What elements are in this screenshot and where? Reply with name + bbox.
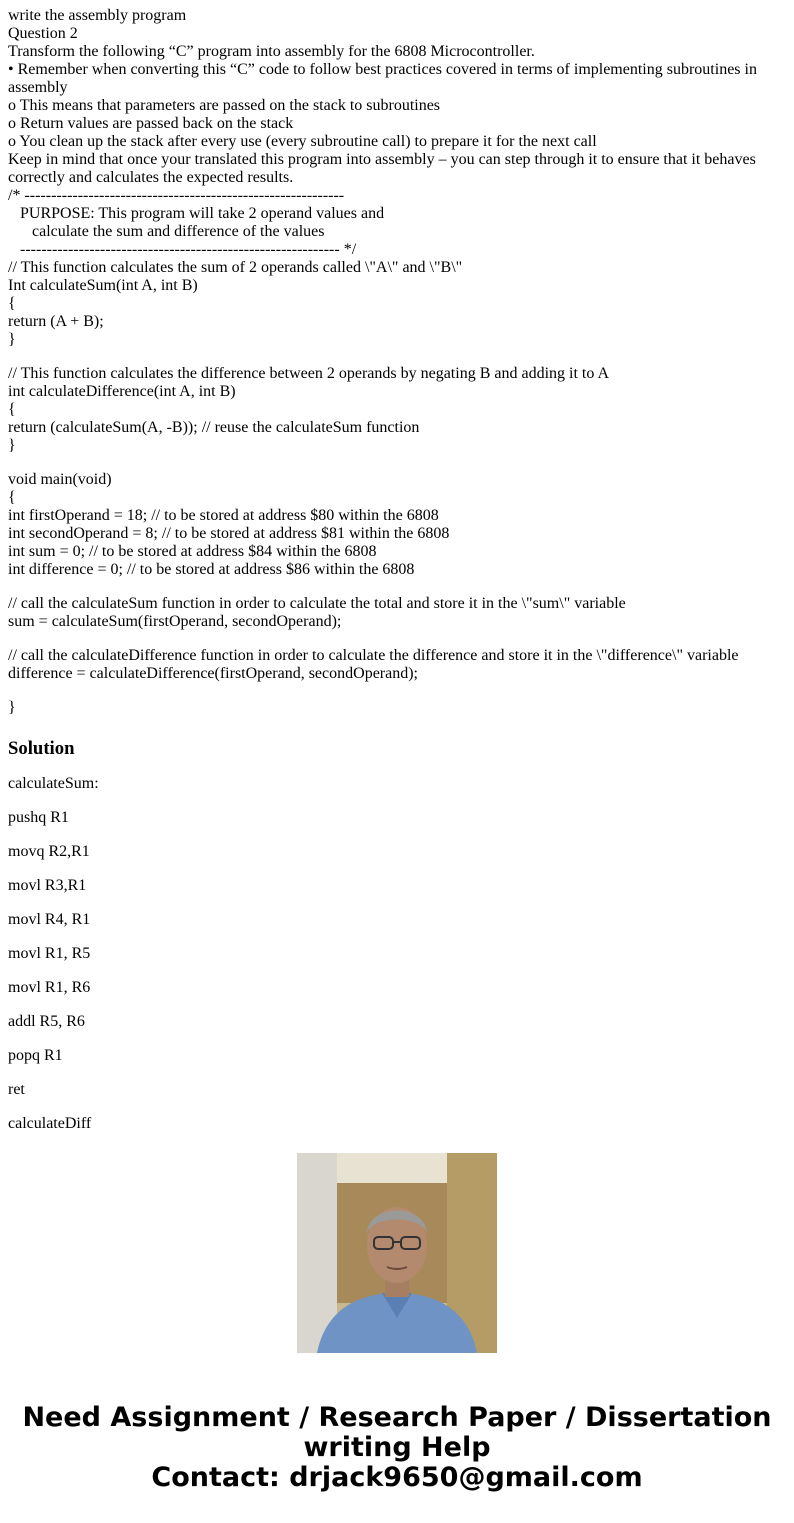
solution-section [8, 738, 786, 1132]
question-line: difference = calculateDifference(firstOperand, secondOperand); [8, 665, 418, 682]
question-line: calculate the sum and difference of the values [8, 223, 325, 240]
question-line: write the assembly program [8, 7, 187, 24]
question-line: Question 2 [8, 25, 78, 42]
question-line: { [8, 401, 16, 418]
solution-code-line: pushq R1 [8, 809, 69, 826]
contact-banner [0, 1403, 794, 1493]
banner-line-1: Need Assignment / Research Paper / Dissertation [22, 1402, 772, 1433]
question-line: PURPOSE: This program will take 2 operand values and [8, 205, 385, 222]
question-line: void main(void) [8, 471, 112, 488]
solution-code-line: movl R1, R6 [8, 979, 91, 996]
solution-code-line: movl R3,R1 [8, 877, 87, 894]
solution-code-line: popq R1 [8, 1047, 63, 1064]
question-line: o You clean up the stack after every use (every subroutine call) to prepare it for the next call [8, 133, 597, 150]
question-line: int secondOperand = 8; // to be stored at address $81 within the 6808 [8, 525, 450, 542]
question-line: int difference = 0; // to be stored at address $86 within the 6808 [8, 561, 415, 578]
question-line: { [8, 295, 16, 312]
author-avatar [297, 1153, 497, 1353]
question-line: o Return values are passed back on the stack [8, 115, 294, 132]
question-line [8, 349, 786, 365]
question-line [8, 631, 786, 647]
question-line: // This function calculates the difference between 2 operands by negating B and adding it to A [8, 365, 610, 382]
banner-line-3: Contact: drjack9650@gmail.com [151, 1462, 643, 1493]
question-line: } [8, 437, 16, 454]
question-line: int calculateDifference(int A, int B) [8, 383, 236, 400]
question-line: • Remember when converting this “C” code to follow best practices covered in terms of implementing subroutines in assembly [8, 61, 757, 96]
question-line: return (calculateSum(A, -B)); // reuse the calculateSum function [8, 419, 420, 436]
solution-code-line: addl R5, R6 [8, 1013, 85, 1030]
question-line: int firstOperand = 18; // to be stored at address $80 within the 6808 [8, 507, 439, 524]
solution-code-line: movq R2,R1 [8, 843, 90, 860]
solution-code-line: calculateSum: [8, 775, 99, 792]
question-line: Int calculateSum(int A, int B) [8, 277, 198, 294]
question-line: // call the calculateSum function in order to calculate the total and store it in the \"sum\" variable [8, 595, 626, 612]
question-line: // This function calculates the sum of 2 operands called \"A\" and \"B\" [8, 259, 463, 276]
question-line: // call the calculateDifference function in order to calculate the difference and store it in the \"difference\" variable [8, 647, 739, 664]
question-text [8, 7, 786, 717]
solution-code-line: movl R1, R5 [8, 945, 91, 962]
banner-line-2: writing Help [303, 1432, 491, 1463]
question-line: /* ------------------------------------------------------------ [8, 187, 345, 204]
question-line: } [8, 331, 16, 348]
solution-heading: Solution [8, 738, 75, 759]
solution-code-line: ret [8, 1081, 25, 1098]
question-line: int sum = 0; // to be stored at address $84 within the 6808 [8, 543, 377, 560]
question-line: } [8, 699, 16, 716]
solution-code [8, 775, 786, 1133]
question-line: o This means that parameters are passed on the stack to subroutines [8, 97, 441, 114]
solution-code-line: calculateDiff [8, 1115, 92, 1132]
question-line: Transform the following “C” program into assembly for the 6808 Microcontroller. [8, 43, 535, 60]
question-line [8, 455, 786, 471]
question-line [8, 683, 786, 699]
question-line: { [8, 489, 16, 506]
question-line: return (A + B); [8, 313, 104, 330]
solution-code-line: movl R4, R1 [8, 911, 91, 928]
question-line [8, 579, 786, 595]
question-line: sum = calculateSum(firstOperand, secondOperand); [8, 613, 342, 630]
question-line: Keep in mind that once your translated this program into assembly – you can step through it to ensure that it behaves correctly and calculates the expected results. [8, 151, 756, 186]
question-line: ------------------------------------------------------------ */ [8, 241, 357, 258]
